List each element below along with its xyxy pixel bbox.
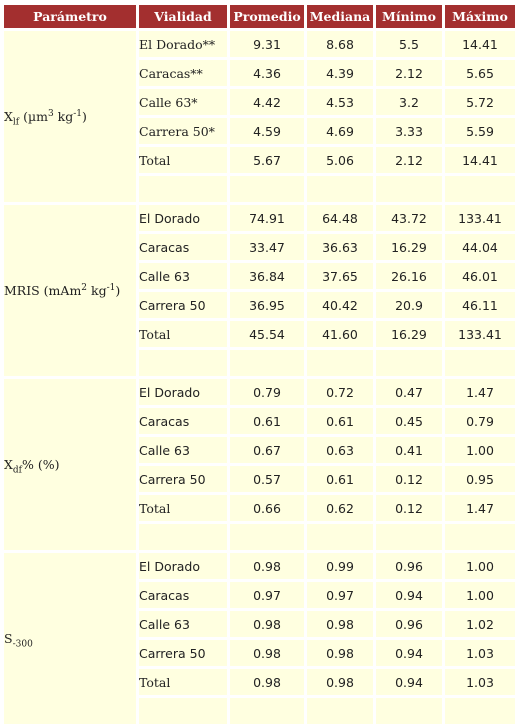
- cell-minimo: 0.47: [376, 379, 442, 405]
- cell-maximo: 1.00: [445, 437, 515, 463]
- cell-maximo: 133.41: [445, 321, 515, 347]
- parameter-label-main: S: [4, 631, 13, 646]
- empty-cell: [376, 176, 442, 202]
- cell-vialidad: Calle 63*: [139, 89, 227, 115]
- cell-vialidad: Caracas: [139, 234, 227, 260]
- cell-maximo: 14.41: [445, 31, 515, 57]
- parameter-label-sub: lf: [12, 117, 20, 128]
- cell-promedio: 36.84: [230, 263, 304, 289]
- parameter-label-rest2: kg: [53, 109, 74, 124]
- table-row: [4, 205, 515, 231]
- parameter-label-rest1: (µm: [19, 109, 48, 124]
- cell-promedio: 0.97: [230, 582, 304, 608]
- header-minimo: Mínimo: [376, 5, 442, 28]
- parameter-label-sup2: -1: [106, 282, 116, 293]
- cell-minimo: 0.94: [376, 582, 442, 608]
- parameter-label-rest3: ): [115, 283, 121, 298]
- parameter-cell-xlf-group: [4, 31, 136, 202]
- cell-minimo: 0.12: [376, 466, 442, 492]
- cell-vialidad: Caracas**: [139, 60, 227, 86]
- cell-maximo: 0.79: [445, 408, 515, 434]
- cell-promedio: 4.36: [230, 60, 304, 86]
- cell-minimo: 16.29: [376, 321, 442, 347]
- cell-vialidad: El Dorado: [139, 379, 227, 405]
- parameter-cell-mris-group: [4, 205, 136, 376]
- cell-promedio: 36.95: [230, 292, 304, 318]
- empty-cell: [139, 350, 227, 376]
- cell-maximo: 1.00: [445, 582, 515, 608]
- cell-maximo: 46.11: [445, 292, 515, 318]
- cell-promedio: 5.67: [230, 147, 304, 173]
- header-vialidad: Vialidad: [139, 5, 227, 28]
- cell-mediana: 0.62: [307, 495, 373, 521]
- cell-minimo: 0.12: [376, 495, 442, 521]
- parameter-label-main: X: [4, 457, 13, 472]
- cell-minimo: 0.96: [376, 611, 442, 637]
- cell-promedio: 0.66: [230, 495, 304, 521]
- parameter-cell-s300-group: [4, 553, 136, 724]
- cell-mediana: 64.48: [307, 205, 373, 231]
- cell-mediana: 4.69: [307, 118, 373, 144]
- cell-minimo: 0.45: [376, 408, 442, 434]
- cell-vialidad: Calle 63: [139, 611, 227, 637]
- empty-cell: [307, 524, 373, 550]
- empty-cell: [139, 176, 227, 202]
- cell-maximo: 1.00: [445, 553, 515, 579]
- parameter-label-rest1: % (%): [22, 457, 60, 472]
- parameter-label-rest2: kg: [87, 283, 107, 298]
- header-parametro: Parámetro: [4, 5, 136, 28]
- parameter-label-main: X: [4, 109, 13, 124]
- cell-mediana: 8.68: [307, 31, 373, 57]
- cell-vialidad: El Dorado: [139, 553, 227, 579]
- empty-cell: [307, 176, 373, 202]
- empty-cell: [230, 176, 304, 202]
- parameter-label-sup1: 2: [81, 282, 88, 293]
- data-table: [1, 2, 518, 727]
- empty-cell: [230, 350, 304, 376]
- cell-promedio: 9.31: [230, 31, 304, 57]
- cell-mediana: 40.42: [307, 292, 373, 318]
- cell-vialidad: Carrera 50: [139, 292, 227, 318]
- cell-maximo: 14.41: [445, 147, 515, 173]
- cell-promedio: 45.54: [230, 321, 304, 347]
- cell-mediana: 0.63: [307, 437, 373, 463]
- parameter-label-main: MRIS (mAm: [4, 283, 82, 298]
- cell-minimo: 0.96: [376, 553, 442, 579]
- cell-mediana: 0.98: [307, 611, 373, 637]
- cell-minimo: 0.94: [376, 640, 442, 666]
- cell-vialidad: Total: [139, 321, 227, 347]
- empty-cell: [445, 350, 515, 376]
- cell-vialidad: Total: [139, 147, 227, 173]
- empty-cell: [445, 176, 515, 202]
- cell-vialidad: Calle 63: [139, 437, 227, 463]
- cell-maximo: 5.65: [445, 60, 515, 86]
- cell-promedio: 0.98: [230, 669, 304, 695]
- parameter-label-rest3: ): [82, 109, 87, 124]
- empty-cell: [445, 524, 515, 550]
- cell-mediana: 4.39: [307, 60, 373, 86]
- cell-mediana: 37.65: [307, 263, 373, 289]
- cell-minimo: 0.94: [376, 669, 442, 695]
- cell-vialidad: Calle 63: [139, 263, 227, 289]
- cell-mediana: 41.60: [307, 321, 373, 347]
- parameter-label-sup2: -1: [73, 108, 83, 119]
- parameter-label-sub: df: [12, 465, 22, 476]
- cell-vialidad: Total: [139, 669, 227, 695]
- cell-maximo: 1.03: [445, 640, 515, 666]
- cell-vialidad: Carrera 50: [139, 640, 227, 666]
- cell-promedio: 4.59: [230, 118, 304, 144]
- cell-maximo: 133.41: [445, 205, 515, 231]
- cell-minimo: 0.41: [376, 437, 442, 463]
- header-row: [4, 5, 515, 28]
- cell-minimo: 26.16: [376, 263, 442, 289]
- cell-mediana: 0.99: [307, 553, 373, 579]
- cell-minimo: 5.5: [376, 31, 442, 57]
- cell-vialidad: Caracas: [139, 408, 227, 434]
- cell-minimo: 43.72: [376, 205, 442, 231]
- table-body: [4, 31, 515, 724]
- cell-mediana: 0.98: [307, 640, 373, 666]
- empty-cell: [139, 524, 227, 550]
- cell-vialidad: El Dorado: [139, 205, 227, 231]
- cell-mediana: 0.72: [307, 379, 373, 405]
- parameter-label-sup1: 3: [47, 108, 54, 119]
- cell-maximo: 1.02: [445, 611, 515, 637]
- cell-mediana: 5.06: [307, 147, 373, 173]
- cell-promedio: 0.79: [230, 379, 304, 405]
- cell-maximo: 0.95: [445, 466, 515, 492]
- parameter-cell-xdf-group: [4, 379, 136, 550]
- cell-mediana: 0.98: [307, 669, 373, 695]
- empty-cell: [376, 350, 442, 376]
- empty-cell: [230, 524, 304, 550]
- table-row: [4, 553, 515, 579]
- cell-vialidad: Caracas: [139, 582, 227, 608]
- cell-mediana: 0.61: [307, 408, 373, 434]
- header-maximo: Máximo: [445, 5, 515, 28]
- cell-minimo: 20.9: [376, 292, 442, 318]
- cell-maximo: 1.03: [445, 669, 515, 695]
- cell-promedio: 74.91: [230, 205, 304, 231]
- empty-cell: [307, 350, 373, 376]
- empty-cell: [376, 524, 442, 550]
- cell-mediana: 4.53: [307, 89, 373, 115]
- cell-maximo: 1.47: [445, 379, 515, 405]
- cell-minimo: 2.12: [376, 60, 442, 86]
- cell-minimo: 16.29: [376, 234, 442, 260]
- cell-minimo: 3.2: [376, 89, 442, 115]
- cell-vialidad: Carrera 50: [139, 466, 227, 492]
- cell-mediana: 0.61: [307, 466, 373, 492]
- header-promedio: Promedio: [230, 5, 304, 28]
- cell-promedio: 0.98: [230, 553, 304, 579]
- cell-maximo: 44.04: [445, 234, 515, 260]
- cell-maximo: 46.01: [445, 263, 515, 289]
- parameter-label-sub: -300: [12, 639, 33, 650]
- cell-vialidad: Carrera 50*: [139, 118, 227, 144]
- cell-mediana: 36.63: [307, 234, 373, 260]
- cell-mediana: 0.97: [307, 582, 373, 608]
- cell-maximo: 1.47: [445, 495, 515, 521]
- table-row: [4, 379, 515, 405]
- cell-promedio: 33.47: [230, 234, 304, 260]
- cell-promedio: 0.98: [230, 640, 304, 666]
- cell-vialidad: El Dorado**: [139, 31, 227, 57]
- cell-minimo: 3.33: [376, 118, 442, 144]
- cell-promedio: 4.42: [230, 89, 304, 115]
- cell-promedio: 0.67: [230, 437, 304, 463]
- cell-minimo: 2.12: [376, 147, 442, 173]
- header-mediana: Mediana: [307, 5, 373, 28]
- cell-promedio: 0.61: [230, 408, 304, 434]
- cell-promedio: 0.57: [230, 466, 304, 492]
- cell-maximo: 5.72: [445, 89, 515, 115]
- table-row: [4, 31, 515, 57]
- cell-maximo: 5.59: [445, 118, 515, 144]
- cell-promedio: 0.98: [230, 611, 304, 637]
- cell-vialidad: Total: [139, 495, 227, 521]
